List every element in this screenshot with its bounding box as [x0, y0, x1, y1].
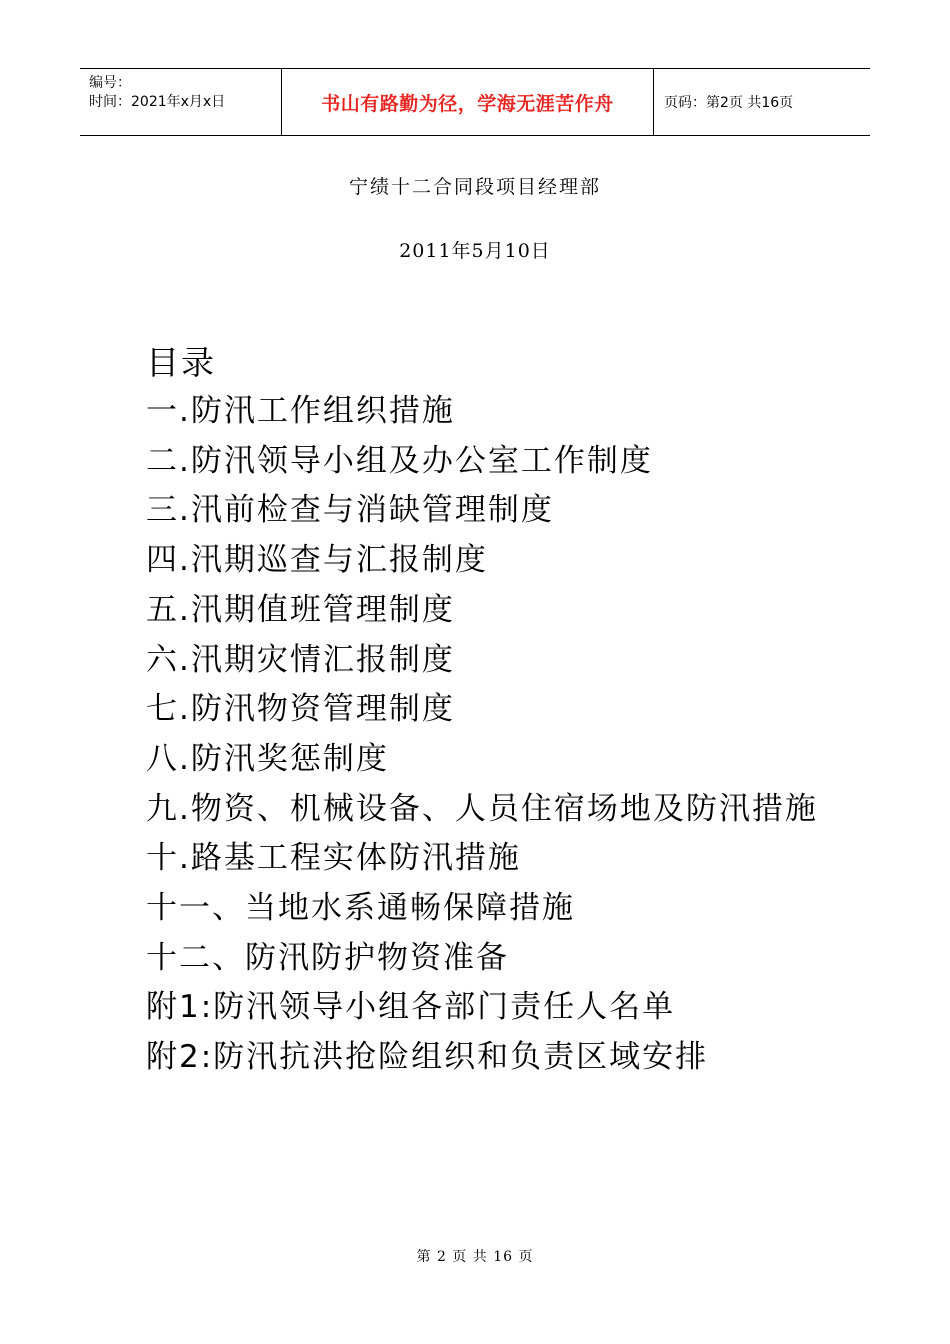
toc-item-text: 汛期巡查与汇报制度 — [190, 542, 488, 579]
toc-item — [146, 785, 826, 835]
toc-item — [146, 636, 826, 686]
toc-item-number: 十二、 — [146, 939, 245, 976]
toc-item — [146, 536, 826, 586]
toc-item — [146, 685, 826, 735]
motto-text: 书山有路勤为径，学海无涯苦作舟 — [321, 92, 614, 115]
toc-item — [146, 486, 826, 536]
toc-item-number: 十. — [146, 840, 191, 877]
toc-item — [146, 1033, 826, 1083]
page-info: 页码：第2页 共16页 — [664, 95, 794, 111]
toc-item-number: 八. — [146, 740, 191, 777]
code-label: 编号： — [89, 75, 131, 91]
toc-item-text: 当地水系通畅保障措施 — [245, 890, 575, 927]
header-page-cell — [654, 69, 870, 135]
toc-item-text: 防汛奖惩制度 — [190, 740, 389, 777]
header-table — [80, 68, 870, 136]
toc-item-text: 路基工程实体防汛措施 — [190, 840, 521, 877]
toc-item — [146, 735, 826, 785]
toc-item-number: 一. — [146, 393, 191, 429]
toc-item-text: 防汛领导小组各部门责任人名单 — [213, 989, 676, 1026]
toc-item-number: 三. — [146, 492, 191, 529]
toc-item-number: 六. — [146, 641, 191, 678]
toc-item-text: 汛期灾情汇报制度 — [190, 641, 455, 678]
document-date: 2011年5月10日 — [399, 240, 551, 262]
toc-item-number: 十一、 — [146, 890, 245, 927]
toc-item-text: 防汛物资管理制度 — [190, 691, 455, 728]
toc-item-text: 汛期值班管理制度 — [190, 591, 455, 628]
toc-title: 目录 — [146, 343, 216, 382]
toc-item-text: 防汛领导小组及办公室工作制度 — [190, 442, 653, 479]
toc-item — [146, 437, 826, 487]
header-left-cell — [80, 69, 282, 135]
toc-item-text: 汛前检查与消缺管理制度 — [190, 492, 554, 529]
header-motto-cell — [282, 69, 654, 135]
time-label: 时间：2021年x月x日 — [89, 94, 226, 110]
toc-item — [146, 834, 826, 884]
toc-item-number: 七. — [146, 691, 191, 728]
page-footer: 第 2 页 共 16 页 — [416, 1249, 534, 1265]
toc-item-number: 九. — [146, 790, 191, 827]
toc-item-number: 附1: — [146, 989, 214, 1026]
toc-item-number: 附2: — [146, 1039, 214, 1076]
toc-item — [146, 884, 826, 934]
toc-item-text: 物资、机械设备、人员住宿场地及防汛措施 — [190, 790, 818, 827]
toc-item-number: 四. — [146, 542, 191, 579]
toc-item-number: 二. — [146, 442, 191, 479]
toc-item — [146, 586, 826, 636]
toc-item — [146, 387, 826, 437]
toc-item — [146, 983, 826, 1033]
toc-item-number: 五. — [146, 591, 191, 628]
toc-item-text: 防汛工作组织措施 — [190, 393, 455, 429]
toc-item-text: 防汛防护物资准备 — [245, 939, 509, 976]
table-of-contents — [146, 338, 826, 1083]
toc-item-text: 防汛抗洪抢险组织和负责区域安排 — [213, 1039, 709, 1076]
org-name: 宁绩十二合同段项目经理部 — [348, 176, 601, 198]
toc-item — [146, 934, 826, 984]
